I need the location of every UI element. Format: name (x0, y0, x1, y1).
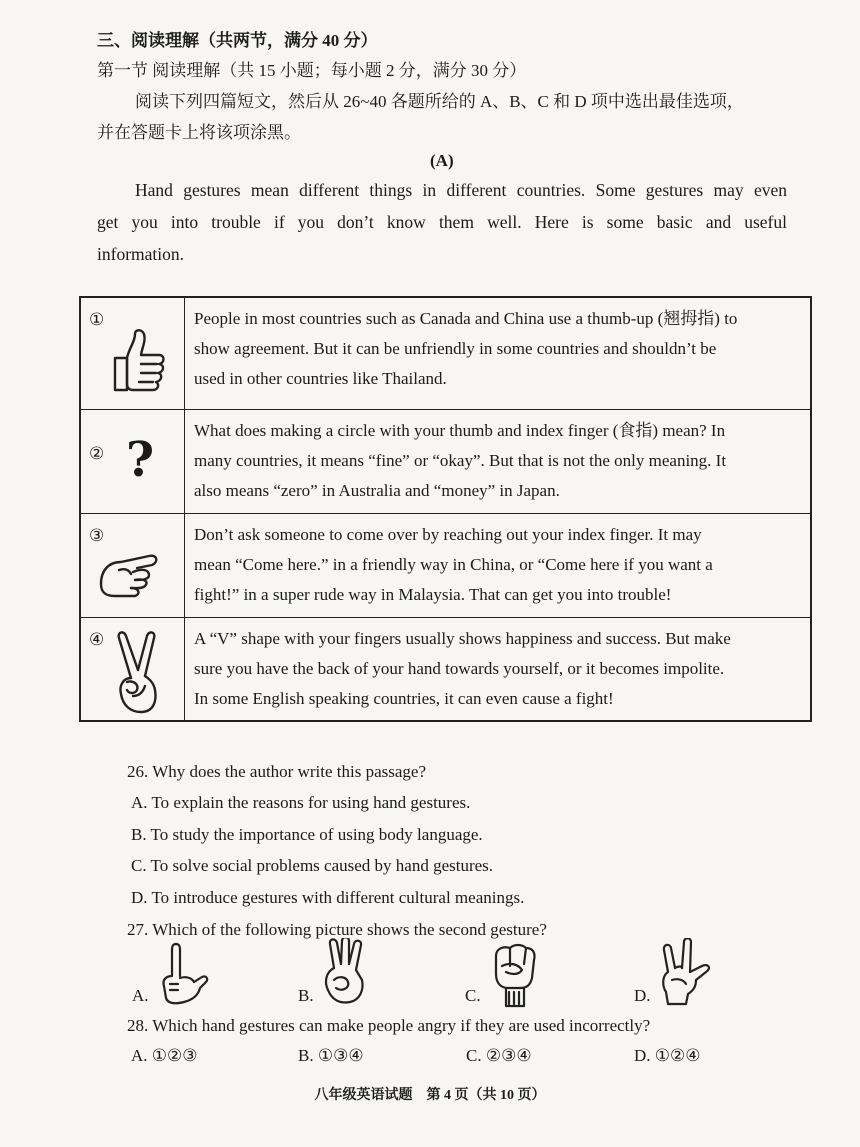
pointing-finger-icon[interactable] (156, 942, 210, 1006)
question-mark-icon: ? (126, 431, 155, 488)
question-28-stem: 28. Which hand gestures can make people angry if they are used incorrectly? (127, 1016, 651, 1035)
question-26-option-d[interactable]: D. To introduce gestures with different cultural meanings. (131, 888, 525, 907)
instruction-line-1: 阅读下列四篇短文，然后从 26~40 各题所给的 A、B、C 和 D 项中选出最佳选项， (135, 92, 744, 111)
gesture-row-3 (80, 513, 811, 617)
intro-line-1: Hand gestures mean different things in different countries. Some gestures may even (135, 180, 787, 200)
gesture-text-line: sure you have the back of your hand towards yourself, or it becomes impolite. (194, 658, 725, 678)
question-26-stem: 26. Why does the author write this passage? (127, 762, 427, 781)
v-sign-icon (111, 630, 165, 716)
question-27-option-c-label[interactable]: C. (465, 986, 481, 1005)
gesture-text-line: many countries, it means “fine” or “okay”. But that is not the only meaning. It (194, 450, 727, 470)
gesture-text-line: fight!” in a super rude way in Malaysia. That can get you into trouble! (194, 584, 672, 604)
gesture-text-line: mean “Come here.” in a friendly way in China, or “Come here if you want a (194, 554, 713, 574)
gesture-number: ④ (89, 629, 105, 650)
question-26-option-c[interactable]: C. To solve social problems caused by hand gestures. (131, 856, 494, 875)
gesture-number: ② (89, 443, 105, 464)
passage-title: (A) (430, 151, 454, 170)
question-28-option-b[interactable]: B. ①③④ (298, 1046, 364, 1065)
question-28-option-d[interactable]: D. ①②④ (634, 1046, 701, 1065)
intro-line-3: information. (97, 244, 184, 264)
question-27-option-b-label[interactable]: B. (298, 986, 314, 1005)
instruction-line-2: 并在答题卡上将该项涂黑。 (97, 123, 301, 142)
gesture-text-line: also means “zero” in Australia and “money” in Japan. (194, 480, 560, 500)
gesture-text-line: In some English speaking countries, it can even cause a fight! (194, 688, 614, 708)
gesture-text-line: Don’t ask someone to come over by reaching out your index finger. It may (194, 524, 702, 544)
intro-line-2: get you into trouble if you don’t know them well. Here is some basic and useful (97, 212, 787, 232)
subsection-heading: 第一节 阅读理解（共 15 小题；每小题 2 分，满分 30 分） (97, 61, 527, 80)
gesture-text-line: What does making a circle with your thumb and index finger (食指) mean? In (194, 420, 726, 440)
section-heading: 三、阅读理解（共两节，满分 40 分） (97, 31, 378, 50)
ok-hand-icon[interactable] (320, 938, 370, 1008)
gesture-number: ① (89, 310, 105, 330)
page-footer: 八年级英语试题 第 4 页（共 10 页） (314, 1088, 546, 1103)
gesture-row-2 (80, 409, 811, 513)
gesture-row-1 (80, 297, 811, 409)
question-26-option-a[interactable]: A. To explain the reasons for using hand gestures. (131, 793, 471, 812)
gesture-text-line: A “V” shape with your fingers usually shows happiness and success. But make (194, 628, 731, 648)
beckoning-finger-icon (97, 544, 167, 600)
gesture-text-line: show agreement. But it can be unfriendly in some countries and shouldn’t be (194, 339, 717, 358)
question-27-option-a-label[interactable]: A. (132, 986, 149, 1005)
gesture-table (79, 296, 812, 722)
question-26-option-b[interactable]: B. To study the importance of using body language. (131, 825, 483, 844)
gesture-number: ③ (89, 525, 105, 546)
gesture-text-line: used in other countries like Thailand. (194, 369, 447, 388)
question-27-option-d-label[interactable]: D. (634, 986, 651, 1005)
horns-hand-icon[interactable] (656, 938, 714, 1008)
gesture-row-4 (80, 617, 811, 721)
thumbs-up-icon (109, 328, 167, 394)
fist-icon[interactable] (488, 942, 542, 1008)
question-27-stem: 27. Which of the following picture shows the second gesture? (127, 920, 547, 939)
question-28-option-c[interactable]: C. ②③④ (466, 1046, 532, 1065)
gesture-text-line: People in most countries such as Canada and China use a thumb-up (翘拇指) to (194, 309, 738, 328)
question-28-option-a[interactable]: A. ①②③ (131, 1046, 198, 1065)
